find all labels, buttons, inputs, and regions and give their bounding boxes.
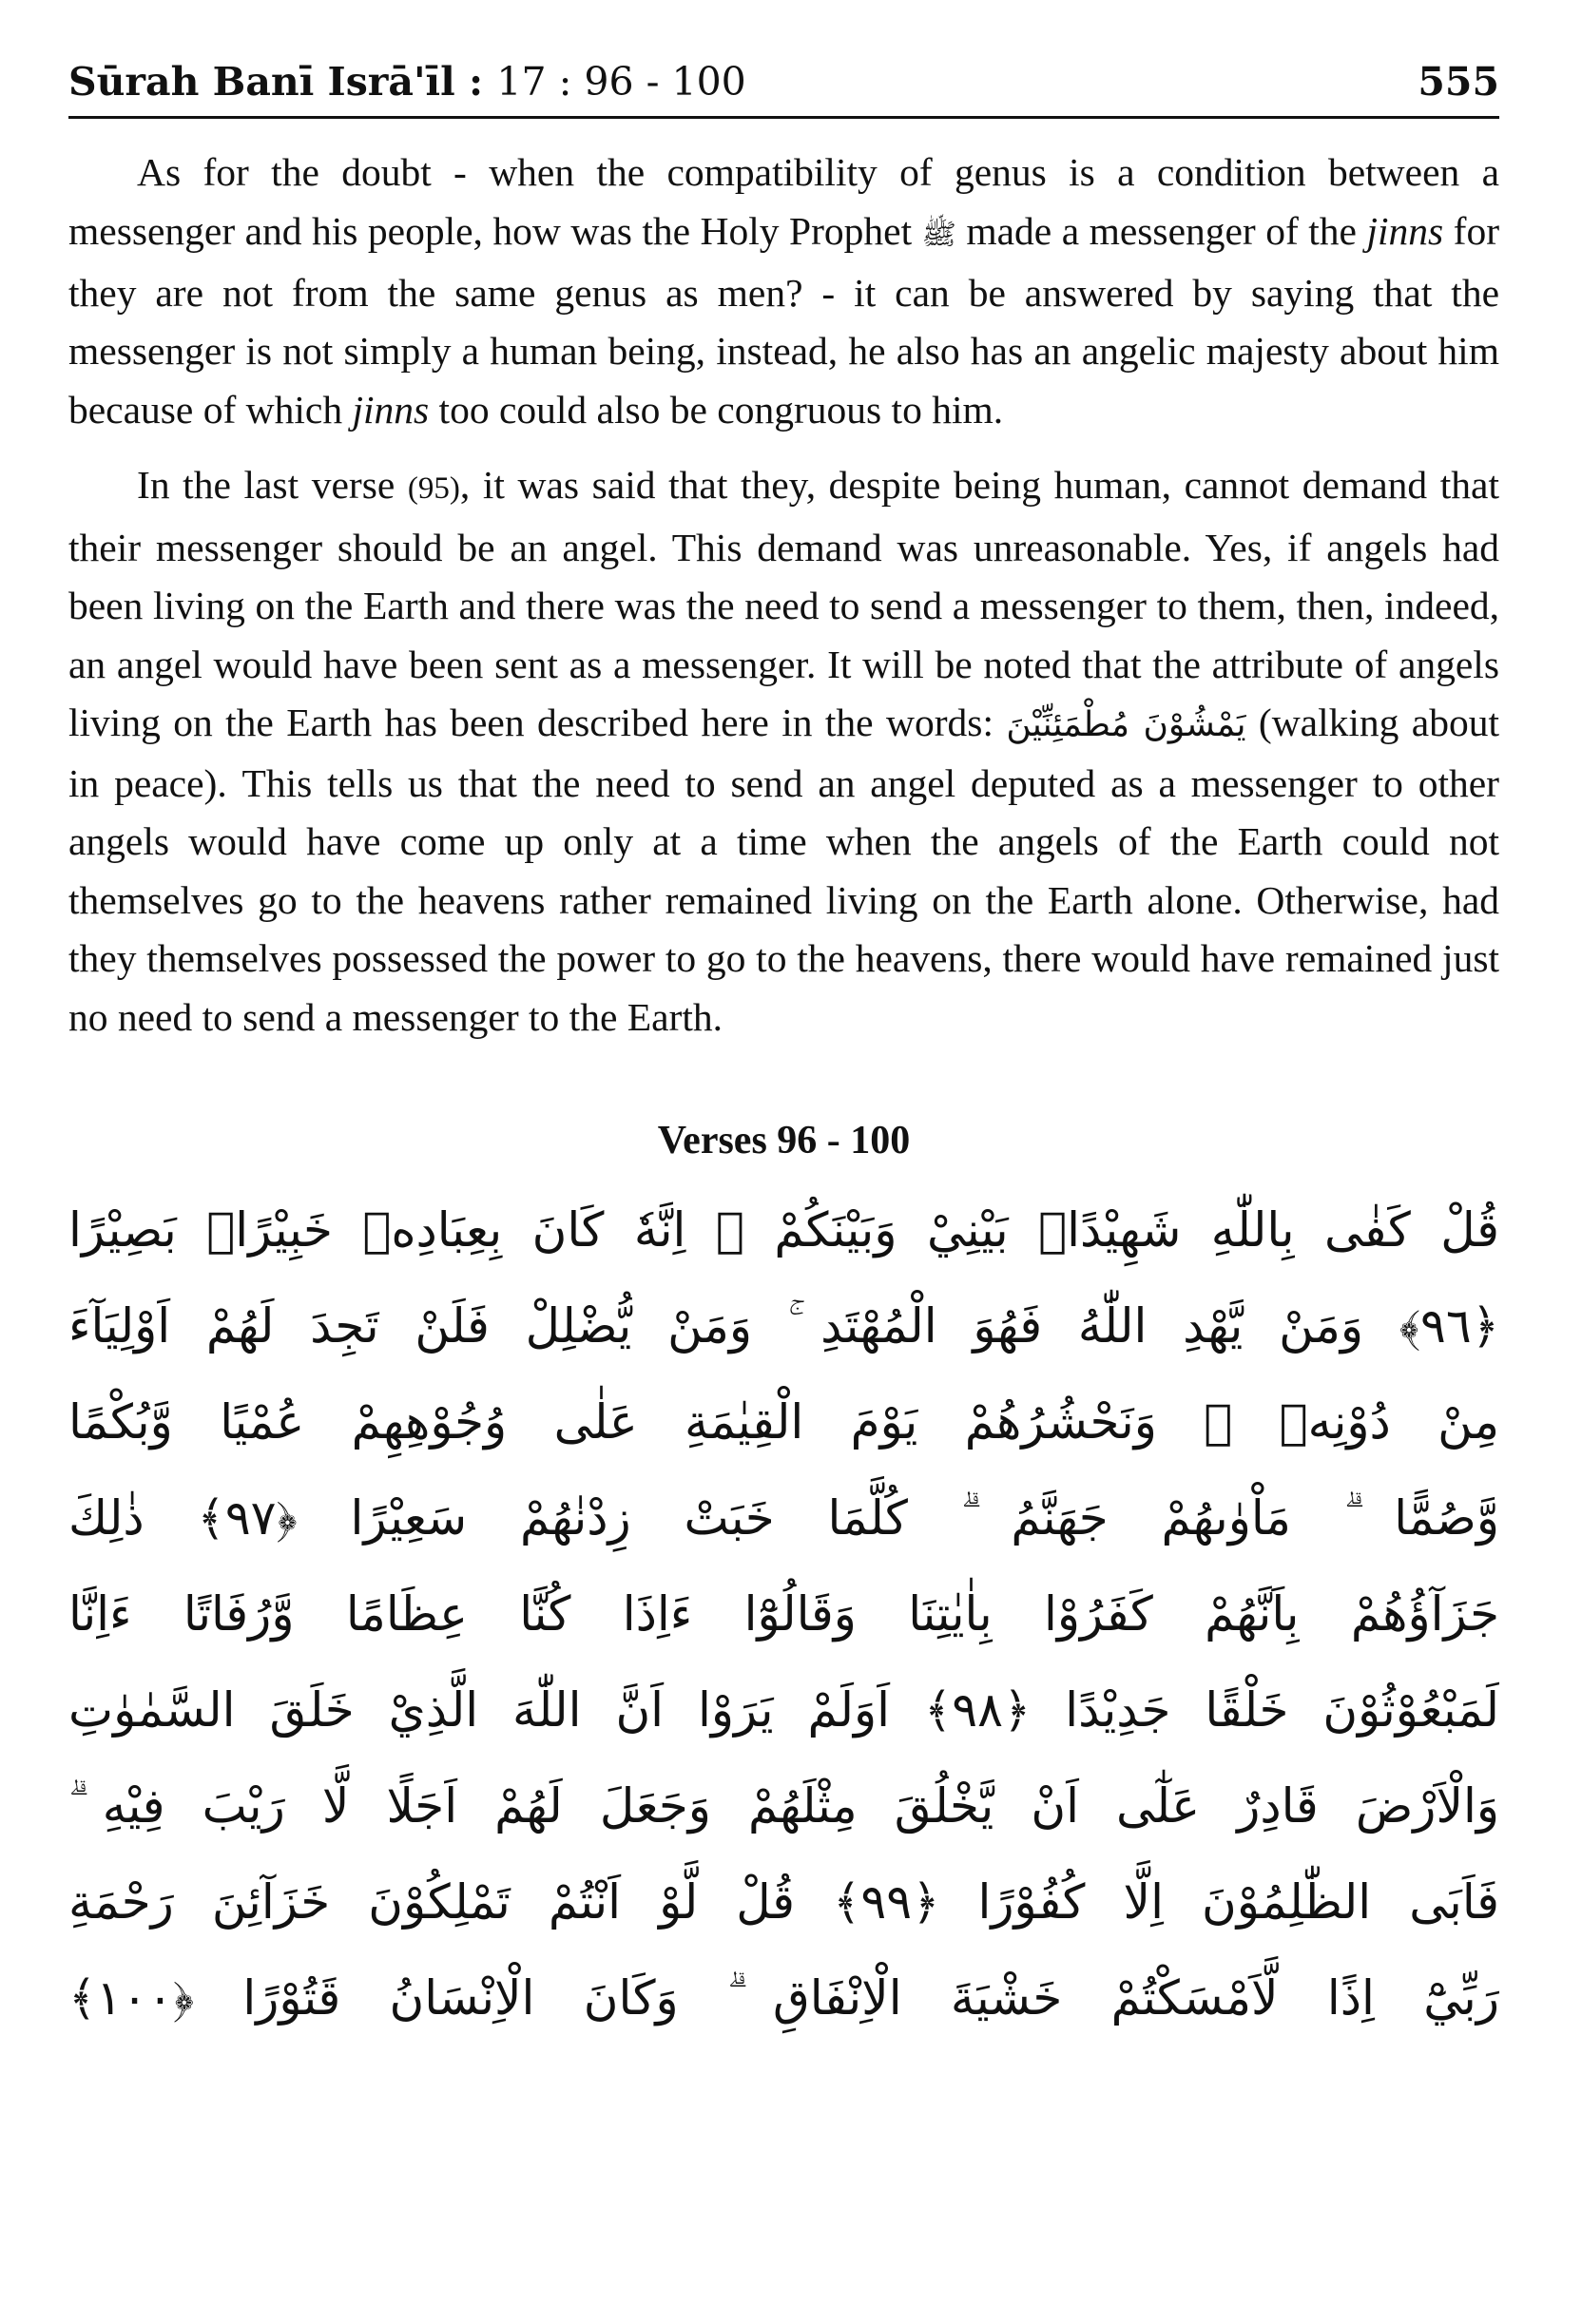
paragraph-1-text-b: made a messenger of the <box>966 208 1357 253</box>
paragraph-2-text-c: (walking about in peace). This tells us that the need to send an angel deputed as a messenger to other angels would have come up only at a time when the angels of the Earth could not themselves go to the heavens rather remained living on the Earth alone. Otherwise, had they themselves possessed the power to go to the heavens, there would have remained just no need to send a messenger to the Earth. <box>68 701 1499 1039</box>
page-number: 555 <box>1418 59 1499 105</box>
verse-reference: (95) <box>407 471 460 507</box>
salutation-symbol: ﷺ <box>921 218 956 252</box>
commentary-text <box>68 144 1499 1047</box>
running-header <box>68 38 1499 119</box>
verse-line: وَالْاَرْضَ قَادِرٌ عَلٰٓى اَنْ يَّخْلُقَ مِثْلَهُمْ وَجَعَلَ لَهُمْ اَجَلًا لَّا رَيْبَ فِيْهِ ۗ <box>68 1778 1499 1834</box>
verse-line: وَّصُمًّا ۗ مَاْوٰىهُمْ جَهَنَّمُ ۗ كُلَّمَا خَبَتْ زِدْنٰهُمْ سَعِيْرًا ﴿٩٧﴾ ذٰلِكَ <box>68 1490 1499 1546</box>
verse-line: فَاَبَى الظّٰلِمُوْنَ اِلَّا كُفُوْرًا ﴿٩٩﴾ قُلْ لَّوْ اَنْتُمْ تَمْلِكُوْنَ خَزَآئِنَ رَحْمَةِ <box>68 1874 1499 1930</box>
verse-line: رَبِّيْٓ اِذًا لَّاَمْسَكْتُمْ خَشْيَةَ الْاِنْفَاقِ ۗ وَكَانَ الْاِنْسَانُ قَتُوْرًا ﴿١٠٠﴾ <box>68 1970 1499 2026</box>
paragraph-1-text-a: As for the doubt - when the compatibility of genus is a condition between a messenger and his people, how was the Holy Prophet <box>68 150 1499 253</box>
arabic-phrase: يَمْشُوْنَ مُطْمَئِنِّيْنَ <box>1006 705 1246 745</box>
verse-line: جَزَآؤُهُمْ بِاَنَّهُمْ كَفَرُوْا بِاٰيٰتِنَا وَقَالُوْٓا ءَاِذَا كُنَّا عِظَامًا وَّرُفَاتًا ءَاِنَّا <box>68 1586 1499 1642</box>
term-jinns: jinns <box>352 387 430 432</box>
paragraph-1-text-d: too could also be congruous to him. <box>438 387 1004 432</box>
paragraph-2-text-a: In the last verse <box>137 463 396 508</box>
verse-range: 17 : 96 - 100 <box>496 59 746 105</box>
verse-line: قُلْ كَفٰى بِاللّٰهِ شَهِيْدًاۢ بَيْنِيْ وَبَيْنَكُمْ ۗ اِنَّهٗ كَانَ بِعِبَادِهٖ خَبِيْرًاۢ بَصِيْرًا <box>68 1202 1499 1258</box>
term-jinns: jinns <box>1366 208 1444 253</box>
surah-name: Sūrah Banī Isrā'īl : <box>68 59 484 105</box>
header-title <box>68 59 746 105</box>
verse-line: مِنْ دُوْنِهٖ ۗ وَنَحْشُرُهُمْ يَوْمَ الْقِيٰمَةِ عَلٰى وُجُوْهِهِمْ عُمْيًا وَّبُكْمًا <box>68 1394 1499 1450</box>
paragraph-1-text-c: for they are not from the same genus as men? - it can be answered by saying that the messenger is not simply a human being, instead, he also has an angelic majesty about him because of which <box>68 208 1500 432</box>
arabic-verses <box>68 1182 1499 2046</box>
paragraph-2-text-b: , it was said that they, despite being human, cannot demand that their messenger should be an angel. This demand was unreasonable. Yes, if angels had been living on the Earth and there was the need to send a messenger to them, then, indeed, an angel would have been sent as a messenger. It will be noted that the attribute of angels living on the Earth has been described here in the words: <box>68 463 1499 745</box>
paragraph-1 <box>68 144 1499 439</box>
verse-line: ﴿٩٦﴾ وَمَنْ يَّهْدِ اللّٰهُ فَهُوَ الْمُهْتَدِ ۚ وَمَنْ يُّضْلِلْ فَلَنْ تَجِدَ لَهُمْ اَوْلِيَآءَ <box>68 1298 1499 1354</box>
document-page <box>68 38 1499 2046</box>
verse-line: لَمَبْعُوْثُوْنَ خَلْقًا جَدِيْدًا ﴿٩٨﴾ اَوَلَمْ يَرَوْا اَنَّ اللّٰهَ الَّذِيْ خَلَقَ السَّمٰوٰتِ <box>68 1682 1499 1738</box>
section-heading: Verses 96 - 100 <box>657 1119 911 1163</box>
paragraph-2 <box>68 456 1499 1047</box>
